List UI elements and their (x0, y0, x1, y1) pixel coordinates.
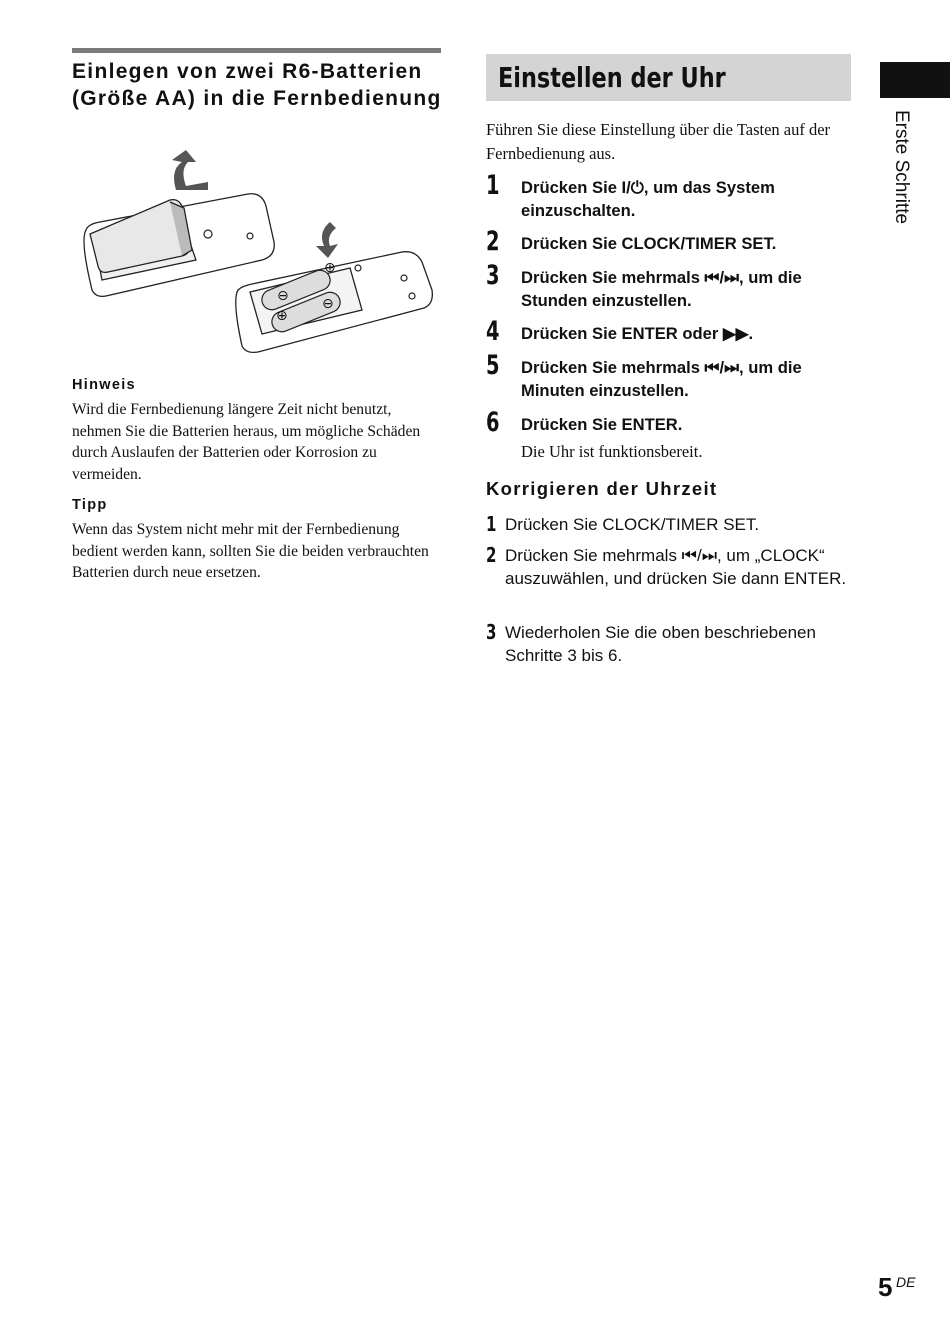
step-text: Drücken Sie I/⏻, um das System einzuschalten. (521, 178, 775, 220)
sub-step-number: 2 (486, 543, 497, 567)
tip-label: Tipp (72, 497, 108, 513)
chapter-tab-marker (880, 62, 950, 98)
sub-step-number: 1 (486, 512, 497, 536)
step-number: 5 (486, 350, 500, 381)
step-result: Die Uhr ist funktionsbereit. (521, 442, 703, 461)
chapter-tab-label: Erste Schritte (891, 110, 912, 225)
insert-arrow (316, 222, 338, 258)
minus-terminal: ⊖ (277, 288, 289, 304)
section-title: Einstellen der Uhr (498, 61, 726, 94)
step-number: 6 (486, 407, 500, 438)
heading-rule (72, 48, 441, 53)
battery-section-heading: Einlegen von zwei R6-Batterien (Größe AA) in die Fernbedienung (72, 60, 442, 110)
note-label: Hinweis (72, 377, 136, 393)
sub-step-number: 3 (486, 620, 497, 644)
step-text: Drücken Sie ENTER oder ▶▶. (521, 324, 754, 343)
page-language-suffix: DE (896, 1274, 916, 1290)
step-text: Drücken Sie mehrmals ⏮/⏭, um die Stunden einzustellen. (521, 268, 802, 310)
step-number: 4 (486, 316, 500, 347)
step-text: Drücken Sie ENTER. (521, 415, 683, 434)
step-number: 2 (486, 226, 500, 257)
page-number: 5 (878, 1272, 893, 1302)
step-text: Drücken Sie CLOCK/TIMER SET. (521, 234, 777, 253)
tip-text: Wenn das System nicht mehr mit der Fernbedienung bedient werden kann, sollten Sie die beiden verbrauchten Batterien durch neue ersetzen. (72, 521, 429, 581)
sub-heading: Korrigieren der Uhrzeit (486, 478, 718, 499)
note-text: Wird die Fernbedienung längere Zeit nicht benutzt, nehmen Sie die Batterien heraus, um mögliche Schäden durch Auslaufen der Batterien oder Korrosion zu vermeiden. (72, 401, 421, 483)
minus-terminal: ⊖ (322, 296, 334, 312)
sub-step-text: Drücken Sie CLOCK/TIMER SET. (505, 515, 760, 534)
lift-arrow (172, 150, 208, 190)
step-text: Drücken Sie mehrmals ⏮/⏭, um die Minuten einzustellen. (521, 358, 802, 400)
sub-step-text: Wiederholen Sie die oben beschriebenen Schritte 3 bis 6. (505, 623, 816, 665)
intro-text: Führen Sie diese Einstellung über die Tasten auf der Fernbedienung aus. (486, 120, 831, 163)
plus-terminal: ⊕ (324, 260, 336, 276)
step-number: 3 (486, 260, 500, 291)
plus-terminal: ⊕ (276, 308, 288, 324)
remote-battery-illustration (72, 150, 442, 360)
step-number: 1 (486, 170, 500, 201)
sub-step-text: Drücken Sie mehrmals ⏮/⏭, um „CLOCK“ auszuwählen, und drücken Sie dann ENTER. (505, 546, 847, 588)
